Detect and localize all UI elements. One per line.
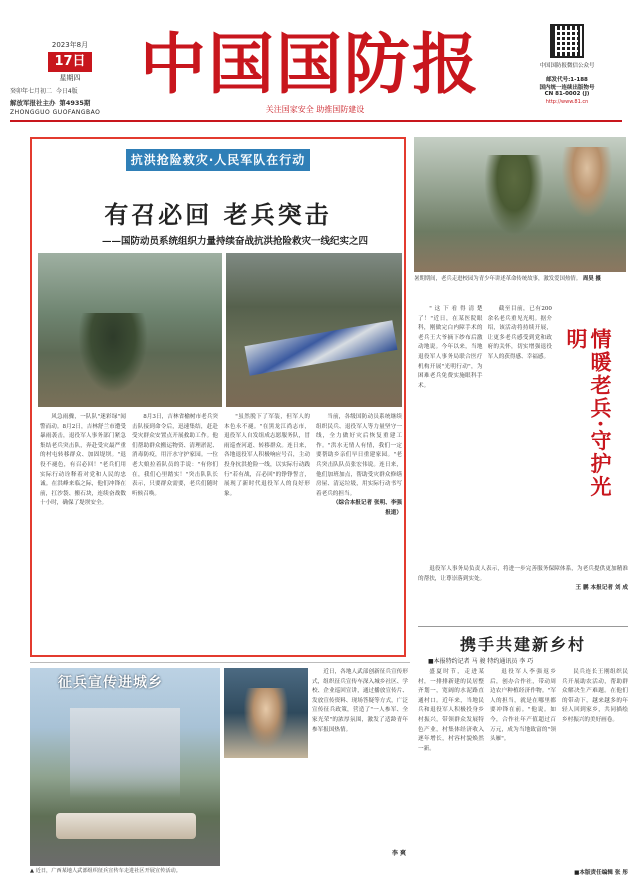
- slogan: 关注国家安全 助推国防建设: [265, 105, 365, 114]
- feature-body: [40, 413, 402, 653]
- issue-number: 第4935期: [59, 99, 91, 107]
- recruitment-headline: 征兵宣传进城乡: [58, 675, 163, 691]
- right-column-3: 退役军人事务局负责人表示，将进一步完善服务保障体系，为老兵提供更加精准的帮扶，让尊崇落到实处。 王 鹏 本报记者 刘 成: [418, 565, 628, 627]
- bottom-left-divider: [30, 662, 410, 663]
- day-badge: 17日: [48, 52, 92, 72]
- recruitment-column: 近日，各地人武部创新征兵宣传形式，组织征兵宣传车深入城乡社区、学校、企业巡回宣讲，通过播放宣传片、发放宣传资料、现场答疑等方式，广泛宣传征兵政策，营造了"一人参军、全家光荣"的浓厚氛围，激发了适龄青年参军报国热情。: [312, 669, 408, 733]
- publisher: 解放军报社主办: [10, 99, 56, 107]
- lunar-and-edition: [10, 86, 130, 95]
- rural-column-2: 退役军人李强返乡后，创办合作社，带动周边农户种植经济作物。"军人的担当，就是在哪里都要冲锋在前。"他说。如今，合作社年产值超过百万元，成为当地致富的"领头雁"。: [490, 669, 556, 743]
- lunar-date: 癸卯年七月初二: [10, 88, 53, 95]
- right-article-byline: 王 鹏 本报记者 刘 成: [575, 585, 628, 592]
- right-article-body: [418, 305, 552, 567]
- issue-info: [10, 40, 130, 116]
- feature-banner: 抗洪抢险救灾·人民军队在行动: [126, 149, 310, 171]
- feature-column-2: 8月3日，吉林省榆树市老兵突击队接到命令后，迅速集结，赶赴受灾群众安置点开展救助工作。他们帮助群众搬运物资、清理淤泥、消毒防疫，用汗水守护家园。一位老大娘拉着队员的手说："有你们在，我们心里踏实！"突击队队长表示，只要群众需要，老兵们随时听候召唤。: [132, 414, 218, 497]
- rural-column-1: 盛夏时节，走进某村，一排排新建的民居整齐划一，宽阔的水泥路直通村口。近年来，当地民兵和退役军人积极投身乡村振兴，带领群众发展特色产业，村集体经济收入逐年增长，村容村貌焕然一新。: [418, 669, 484, 752]
- feature-article: [30, 137, 406, 657]
- flood-rescue-photo-1: [38, 253, 222, 407]
- feature-column-4: 当前，各级国防动员系统继续组织民兵、退役军人等力量坚守一线，全力做好灾后恢复重建工作。"洪水无情人有情，我们一定要帮助乡亲们早日重建家园。"老兵突击队队员张宏伟说。连日来，他们加班加点，帮助受灾群众修缮房屋、清运垃圾，用实际行动书写着老兵的担当。 （综合本报记者 张明、李强 报道）: [316, 413, 402, 653]
- recruitment-body: [312, 668, 408, 828]
- postal-code: 邮发代号:1-188: [546, 77, 588, 83]
- right-article-headline-block: [558, 328, 628, 508]
- photo-credit: 周昊 摄: [582, 276, 601, 282]
- page-editor: ■本版责任编辑 张 彤: [574, 870, 628, 876]
- qr-label: 中国国防报微信公众号: [539, 63, 595, 69]
- feature-subtitle: ——国防动员系统组织力量持续奋战抗洪抢险救灾一线纪实之四: [102, 236, 369, 247]
- publisher-line: [10, 98, 130, 107]
- cn-number: CN 81-0002 (J): [544, 91, 590, 97]
- domestic-number: 国内统一连续出版物号: [539, 85, 595, 91]
- feature-signature: （综合本报记者 张明、李强 报道）: [332, 500, 402, 516]
- right-article-body-lower: [418, 565, 628, 627]
- date-line: 2023年8月: [51, 41, 89, 49]
- right-column-1: "这下看得清楚了！"近日，在某医院眼科，刚做完白内障手术的老兵王大爷摘下纱布后激动地说。今年以来，当地退役军人事务局联合医疗机构开展"光明行动"，为困难老兵免费实施眼科手术。: [418, 306, 483, 389]
- feature-column-3: "虽然脱下了军装，但军人的本色永不褪。"在黑龙江尚志市，退役军人自发组成志愿服务队，冒雨巡查河道、转移群众。连日来，各地退役军人积极响应号召，主动投身抗洪抢险一线，以实际行动践行"若有战，召必回"的铮铮誓言，展现了新时代退役军人的良好形象。: [224, 414, 310, 497]
- recruitment-portrait-photo: [224, 668, 308, 758]
- veteran-photo-caption: 暑期期间，老兵走进校园为青少年讲述革命传统故事，激发爱国热情。 周昊 摄: [414, 276, 601, 282]
- rural-column-3: 民兵连长王刚组织民兵开展助农活动，帮助群众解决生产难题。在他们的带动下，越来越多的年轻人回到家乡，共同描绘乡村振兴的美好画卷。: [562, 669, 628, 723]
- edition-count: 今日4版: [55, 88, 78, 95]
- feature-column-1: 风急雨骤，一队队"迷彩绿"闻警而动。8月2日，吉林舒兰市遭受暴雨袭击，退役军人事务部门紧急集结老兵突击队，奔赴受灾最严重的村屯转移群众、加固堤坝。"退役不褪色，有召必回！"老兵们用实际行动诠释着对党和人民的忠诚。在洪峰来临之际，他们冲锋在前，扛沙袋、搬石块，连续奋战数十小时，确保了堤坝安全。: [40, 414, 126, 507]
- rural-article-byline: ■本报特约记者 马 骏 特约通讯员 李 巧: [428, 658, 534, 665]
- newspaper-title: 中国国防报: [140, 25, 480, 103]
- pinyin-title: ZHONGGUO GUOFANGBAO: [10, 109, 101, 116]
- rural-article-headline: 携手共建新乡村: [459, 635, 586, 654]
- right-article-headline: 情暖老兵·守护光明: [564, 328, 613, 499]
- website-link[interactable]: http://www.81.cn: [545, 99, 589, 105]
- recruitment-caption: ▲ 近日，广西某地人武部组织征兵宣传车走进社区开展宣传活动。: [30, 868, 181, 874]
- masthead: [0, 0, 632, 120]
- veteran-school-photo: [414, 137, 626, 272]
- masthead-divider: [10, 120, 622, 122]
- bottom-right-divider: [418, 626, 628, 627]
- publication-info: [508, 24, 626, 120]
- flood-rescue-photo-2: [226, 253, 402, 407]
- recruitment-signature: 李 爽: [391, 850, 406, 857]
- right-column-2: 截至目前，已有200余名老兵重见光明。据介绍，该活动将持续开展，让更多老兵感受到党和政府的关怀，切实增强退役军人的获得感、幸福感。: [487, 306, 552, 360]
- rural-article-body: [418, 668, 628, 868]
- weekday: 星期四: [59, 74, 81, 82]
- feature-headline: 有召必回 老兵突击: [104, 200, 332, 229]
- qr-code-icon: [550, 24, 584, 58]
